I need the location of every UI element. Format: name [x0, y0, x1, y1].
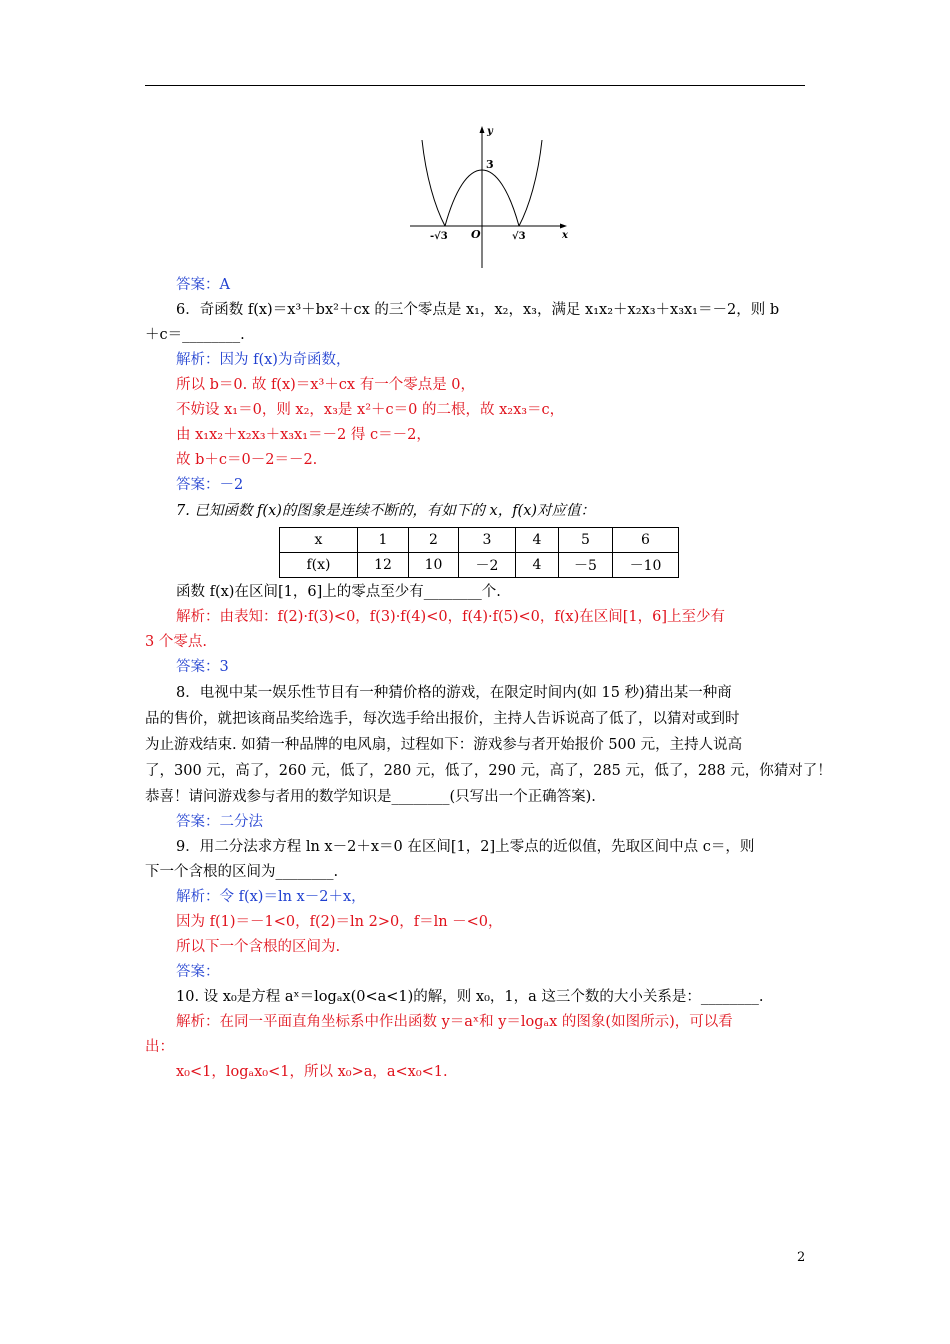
answer-7: 答案：3	[176, 659, 229, 675]
table-cell: －2	[459, 553, 516, 578]
solution-6-line1: 解析：因为 f(x)为奇函数，	[176, 352, 351, 368]
table-row	[280, 528, 679, 553]
question-8-line3: 为止游戏结束. 如猜一种品牌的电风扇，过程如下：游戏参与者开始报价 500 元，主持人说高	[145, 737, 743, 753]
function-graph	[410, 122, 570, 272]
question-6-line2: ＋c＝________.	[145, 327, 245, 343]
answer-5: 答案：A	[176, 277, 230, 293]
x-axis-arrow	[560, 224, 567, 229]
question-8-line5: 恭喜！请问游戏参与者用的数学知识是________(只写出一个正确答案).	[145, 789, 596, 805]
question-8-line1: 8．电视中某一娱乐性节目有一种猜价格的游戏，在限定时间内(如 15 秒)猜出某一种商	[176, 685, 732, 701]
table-row	[280, 553, 679, 578]
solution-10-line3: x₀<1，logₐx₀<1，所以 x₀>a，a<x₀<1.	[176, 1064, 448, 1080]
answer-9: 答案：	[176, 964, 220, 980]
solution-6-line4: 由 x₁x₂＋x₂x₃＋x₃x₁＝－2 得 c＝－2，	[176, 427, 431, 443]
solution-7-line1: 解析：由表知：f(2)·f(3)<0，f(3)·f(4)<0，f(4)·f(5)<0，f(x)在区间[1，6]上至少有	[176, 609, 726, 625]
table-cell: 3	[459, 528, 516, 553]
question-10: 10. 设 x₀是方程 aˣ＝logₐx(0<a<1)的解，则 x₀，1，a 这三个数的大小关系是：________.	[176, 989, 764, 1005]
y-axis-arrow	[480, 126, 485, 133]
answer-8: 答案：二分法	[176, 814, 263, 830]
page-number: 2	[797, 1250, 806, 1265]
table-cell: －10	[613, 553, 679, 578]
right-root-label: √3	[512, 231, 526, 242]
table-cell: x	[280, 528, 358, 553]
table-cell: f(x)	[280, 553, 358, 578]
table-cell: 5	[559, 528, 613, 553]
x-axis-label: x	[562, 230, 568, 241]
origin-label: O	[471, 228, 481, 241]
curve-left-branch	[422, 140, 445, 226]
solution-10-line1: 解析：在同一平面直角坐标系中作出函数 y＝aˣ和 y＝logₐx 的图象(如图所示)，可以看	[176, 1014, 733, 1030]
table-cell: －5	[559, 553, 613, 578]
value-table	[279, 527, 679, 578]
solution-9-line3: 所以下一个含根的区间为.	[176, 939, 341, 955]
question-9-line1: 9．用二分法求方程 ln x－2＋x＝0 在区间[1，2]上零点的近似值，先取区间中点 c＝，则	[176, 839, 755, 855]
solution-6-line5: 故 b＋c＝0－2＝－2.	[176, 452, 318, 468]
table-cell: 2	[409, 528, 459, 553]
question-7-line2: 函数 f(x)在区间[1，6]上的零点至少有________个.	[176, 584, 501, 600]
solution-6-line2: 所以 b＝0. 故 f(x)＝x³＋cx 有一个零点是 0，	[176, 377, 476, 393]
table-cell: 6	[613, 528, 679, 553]
question-8-line2: 品的售价，就把该商品奖给选手，每次选手给出报价，主持人告诉说高了低了，以猜对或到时	[145, 711, 740, 727]
y-axis-label: y	[487, 126, 493, 137]
solution-10-line2: 出：	[145, 1039, 174, 1055]
table-cell: 4	[516, 553, 559, 578]
question-8-line4: 了，300 元，高了，260 元，低了，280 元，低了，290 元，高了，285 元，低了，288 元，你猜对了！	[145, 763, 832, 779]
question-6-line1: 6．奇函数 f(x)＝x³＋bx²＋cx 的三个零点是 x₁，x₂，x₃，满足 x₁x₂＋x₂x₃＋x₃x₁＝－2，则 b	[176, 302, 780, 318]
question-7-stem: 7. 已知函数 f(x)的图象是连续不断的，有如下的 x，f(x)对应值：	[176, 503, 596, 519]
table-cell: 4	[516, 528, 559, 553]
left-root-label: -√3	[430, 231, 448, 242]
solution-7-line2: 3 个零点.	[145, 634, 207, 650]
solution-9-line1: 解析：令 f(x)＝ln x－2＋x，	[176, 889, 366, 905]
solution-9-line2: 因为 f(1)＝－1<0，f(2)＝ln 2>0，f＝ln －<0，	[176, 914, 503, 930]
table-cell: 10	[409, 553, 459, 578]
peak-label: 3	[486, 158, 494, 171]
solution-6-line3: 不妨设 x₁＝0，则 x₂，x₃是 x²＋c＝0 的二根，故 x₂x₃＝c，	[176, 402, 565, 418]
answer-6: 答案：－2	[176, 477, 244, 493]
header-rule	[145, 85, 805, 86]
curve-right-branch	[519, 140, 542, 226]
question-9-line2: 下一个含根的区间为________.	[145, 864, 339, 880]
table-cell: 12	[358, 553, 409, 578]
table-cell: 1	[358, 528, 409, 553]
